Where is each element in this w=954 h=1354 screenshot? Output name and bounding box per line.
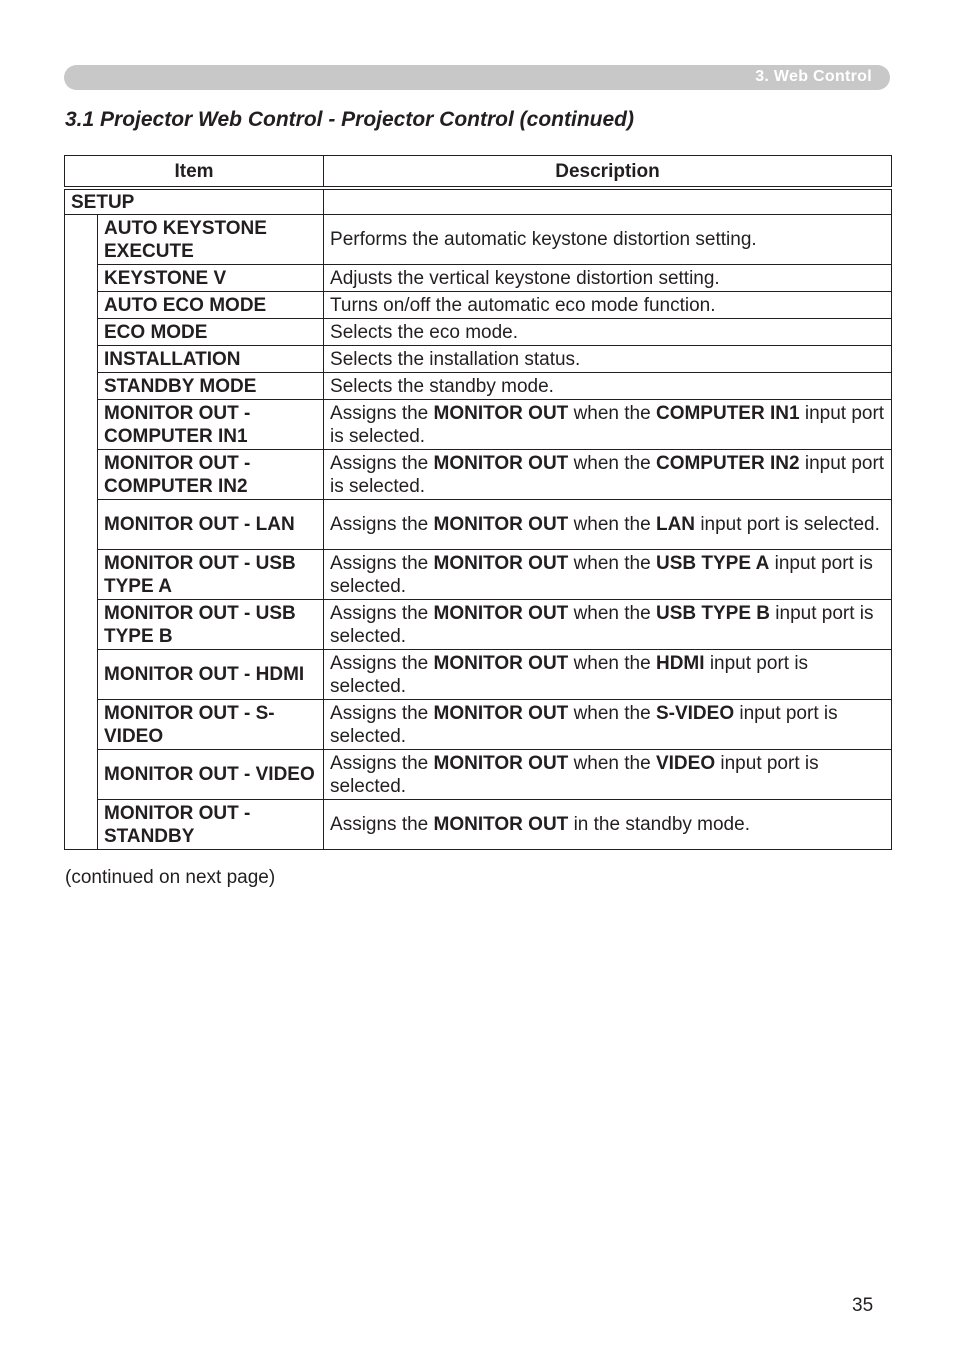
setup-table xyxy=(64,155,892,850)
table-row xyxy=(65,292,892,319)
table-row xyxy=(65,319,892,346)
description-cell: Performs the automatic keystone distortion setting. xyxy=(324,215,892,265)
description-cell: Assigns the MONITOR OUT when the COMPUTER IN1 input port is selected. xyxy=(324,400,892,450)
chapter-label: 3. Web Control xyxy=(755,68,872,85)
item-cell: AUTO ECO MODE xyxy=(98,292,324,319)
item-cell: INSTALLATION xyxy=(98,346,324,373)
table-header-row xyxy=(65,156,892,189)
table-row xyxy=(65,600,892,650)
item-cell: ECO MODE xyxy=(98,319,324,346)
description-cell: Assigns the MONITOR OUT when the LAN input port is selected. xyxy=(324,500,892,550)
item-cell: MONITOR OUT - USB TYPE B xyxy=(98,600,324,650)
table-row xyxy=(65,265,892,292)
table-row xyxy=(65,400,892,450)
description-cell: Assigns the MONITOR OUT when the HDMI input port is selected. xyxy=(324,650,892,700)
table-row xyxy=(65,700,892,750)
description-cell: Assigns the MONITOR OUT when the COMPUTER IN2 input port is selected. xyxy=(324,450,892,500)
description-cell: Assigns the MONITOR OUT when the S-VIDEO input port is selected. xyxy=(324,700,892,750)
table-row xyxy=(65,750,892,800)
item-cell: KEYSTONE V xyxy=(98,265,324,292)
item-cell: MONITOR OUT - VIDEO xyxy=(98,750,324,800)
item-cell: MONITOR OUT - COMPUTER IN2 xyxy=(98,450,324,500)
table-row xyxy=(65,450,892,500)
item-cell: MONITOR OUT - COMPUTER IN1 xyxy=(98,400,324,450)
group-label: SETUP xyxy=(65,188,324,215)
item-cell: MONITOR OUT - LAN xyxy=(98,500,324,550)
description-cell: Selects the eco mode. xyxy=(324,319,892,346)
description-cell: Selects the standby mode. xyxy=(324,373,892,400)
item-cell: MONITOR OUT - HDMI xyxy=(98,650,324,700)
table-row xyxy=(65,550,892,600)
table-row xyxy=(65,650,892,700)
group-row xyxy=(65,188,892,215)
description-cell: Assigns the MONITOR OUT when the VIDEO input port is selected. xyxy=(324,750,892,800)
item-cell: MONITOR OUT - USB TYPE A xyxy=(98,550,324,600)
chapter-header-bar xyxy=(64,65,890,90)
table-row xyxy=(65,800,892,850)
continued-note: (continued on next page) xyxy=(65,867,276,888)
description-cell: Assigns the MONITOR OUT when the USB TYPE A input port is selected. xyxy=(324,550,892,600)
table-row xyxy=(65,500,892,550)
table-row xyxy=(65,215,892,265)
group-description xyxy=(324,188,892,215)
item-cell: MONITOR OUT - S-VIDEO xyxy=(98,700,324,750)
description-cell: Selects the installation status. xyxy=(324,346,892,373)
indent-cell xyxy=(65,215,98,850)
column-header-description: Description xyxy=(324,156,892,189)
page-number: 35 xyxy=(852,1295,874,1316)
item-cell: AUTO KEYSTONE EXECUTE xyxy=(98,215,324,265)
description-cell: Turns on/off the automatic eco mode function. xyxy=(324,292,892,319)
table-row xyxy=(65,346,892,373)
description-cell: Assigns the MONITOR OUT in the standby mode. xyxy=(324,800,892,850)
item-cell: MONITOR OUT - STANDBY xyxy=(98,800,324,850)
description-cell: Adjusts the vertical keystone distortion setting. xyxy=(324,265,892,292)
table-row xyxy=(65,373,892,400)
column-header-item: Item xyxy=(65,156,324,189)
section-title: 3.1 Projector Web Control - Projector Control (continued) xyxy=(65,108,634,131)
description-cell: Assigns the MONITOR OUT when the USB TYPE B input port is selected. xyxy=(324,600,892,650)
item-cell: STANDBY MODE xyxy=(98,373,324,400)
